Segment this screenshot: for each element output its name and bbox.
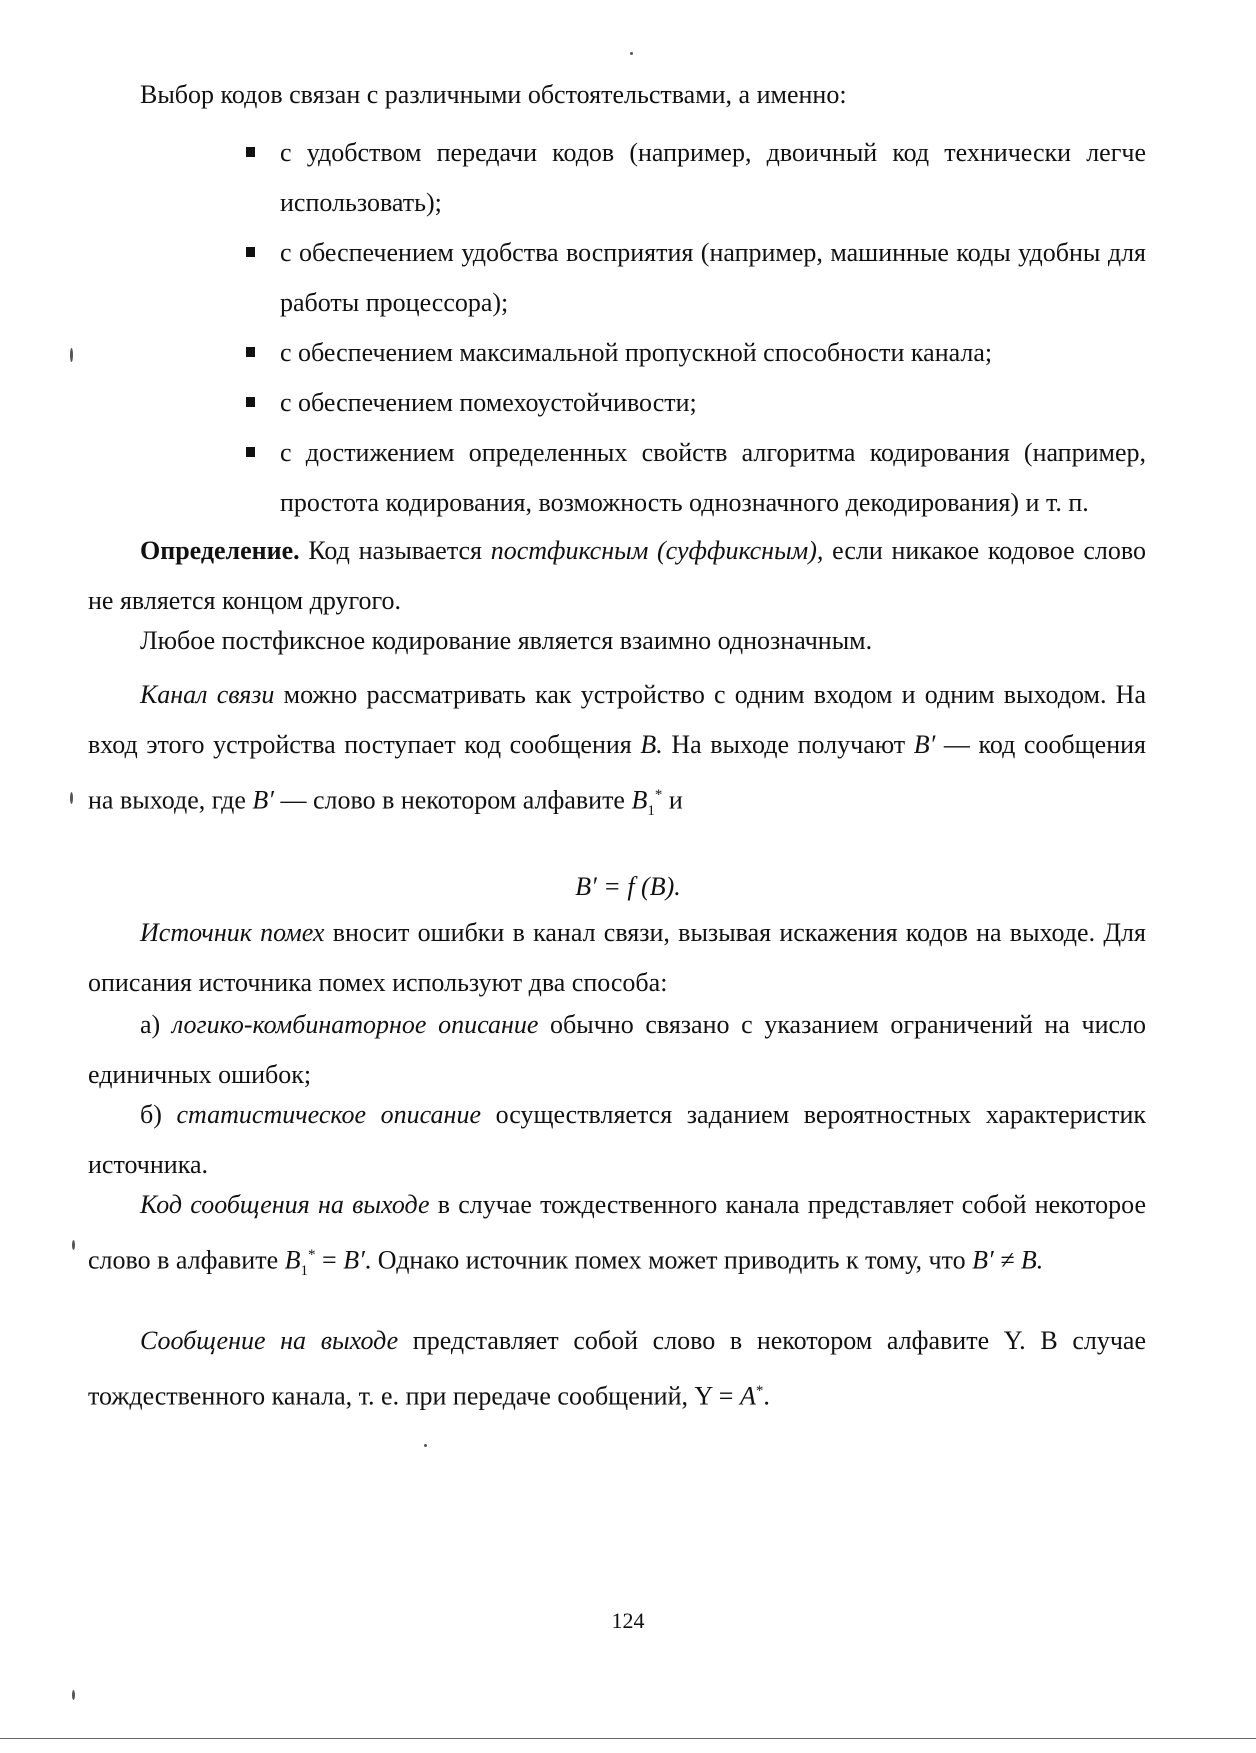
scan-speck xyxy=(70,348,73,362)
page-bottom-edge xyxy=(0,1738,1256,1739)
intro-text: Выбор кодов связан с различными обстоятельствами, а именно: xyxy=(140,80,847,109)
output-message-paragraph: Сообщение на выходе представляет собой слово в некотором алфавите Y. В случае тождественного канала, т. е. при передаче сообщений, Y = A*. xyxy=(88,1326,1146,1411)
scan-speck xyxy=(424,1444,427,1447)
bullet-item: с обеспечением удобства восприятия (например, машинные коды удобны для работы процессора); xyxy=(244,228,1146,328)
scan-speck xyxy=(70,792,73,804)
channel-formula: B′ = f (B). xyxy=(575,872,681,901)
bullet-list xyxy=(244,128,1146,528)
bullet-square-icon xyxy=(246,247,255,257)
noise-term: Источник помех xyxy=(140,918,325,947)
postfix-note-paragraph: Любое постфиксное кодирование является взаимно однозначным. xyxy=(140,626,873,655)
item-a-paragraph: а) логико-комбинаторное описание обычно связано с указанием ограничений на число единичных ошибок; xyxy=(88,1010,1146,1089)
definition-term: постфиксным (суффиксным), xyxy=(490,536,824,565)
definition-paragraph: Определение. Код называется постфиксным (суффиксным), если никакое кодовое слово не является концом другого. xyxy=(88,536,1146,615)
bullet-item: с обеспечением помехоустойчивости; xyxy=(244,378,1146,428)
page-number: 124 xyxy=(611,1608,645,1633)
output-code-paragraph: Код сообщения на выходе в случае тождественного канала представляет собой некоторое слово в алфавите $B_1^* = B'$. Однако источник помех может приводить к тому, что B′ ≠ B. xyxy=(88,1190,1146,1279)
channel-term: Канал связи xyxy=(140,680,275,709)
noise-source-paragraph: Источник помех вносит ошибки в канал связи, вызывая искажения кодов на выходе. Для описания источника помех используют два способа: xyxy=(88,918,1146,997)
definition-label: Определение. xyxy=(140,536,300,565)
bullet-item: с достижением определенных свойств алгоритма кодирования (например, простота кодирования, возможность однозначного декодирования) и т. п. xyxy=(244,428,1146,528)
bullet-item: с обеспечением максимальной пропускной способности канала; xyxy=(244,328,1146,378)
scan-speck xyxy=(630,52,633,55)
scan-speck xyxy=(72,1240,75,1250)
intro-paragraph xyxy=(88,70,1146,120)
channel-paragraph: Канал связи можно рассматривать как устройство с одним входом и одним выходом. На вход этого устройства поступает код сообщения B. На выходе получают B′ — код сообщения на выходе, где B′ — слово в некотором алфавите $B_1^*$ и xyxy=(88,680,1146,819)
bullet-square-icon xyxy=(246,147,255,157)
bullet-item: с удобством передачи кодов (например, двоичный код технически легче использовать); xyxy=(244,128,1146,228)
scan-speck xyxy=(72,1690,75,1700)
bullet-square-icon xyxy=(246,397,255,407)
bullet-square-icon xyxy=(246,347,255,357)
item-b-paragraph: б) статистическое описание осуществляется заданием вероятностных характеристик источника. xyxy=(88,1100,1146,1179)
bullet-square-icon xyxy=(246,447,255,457)
